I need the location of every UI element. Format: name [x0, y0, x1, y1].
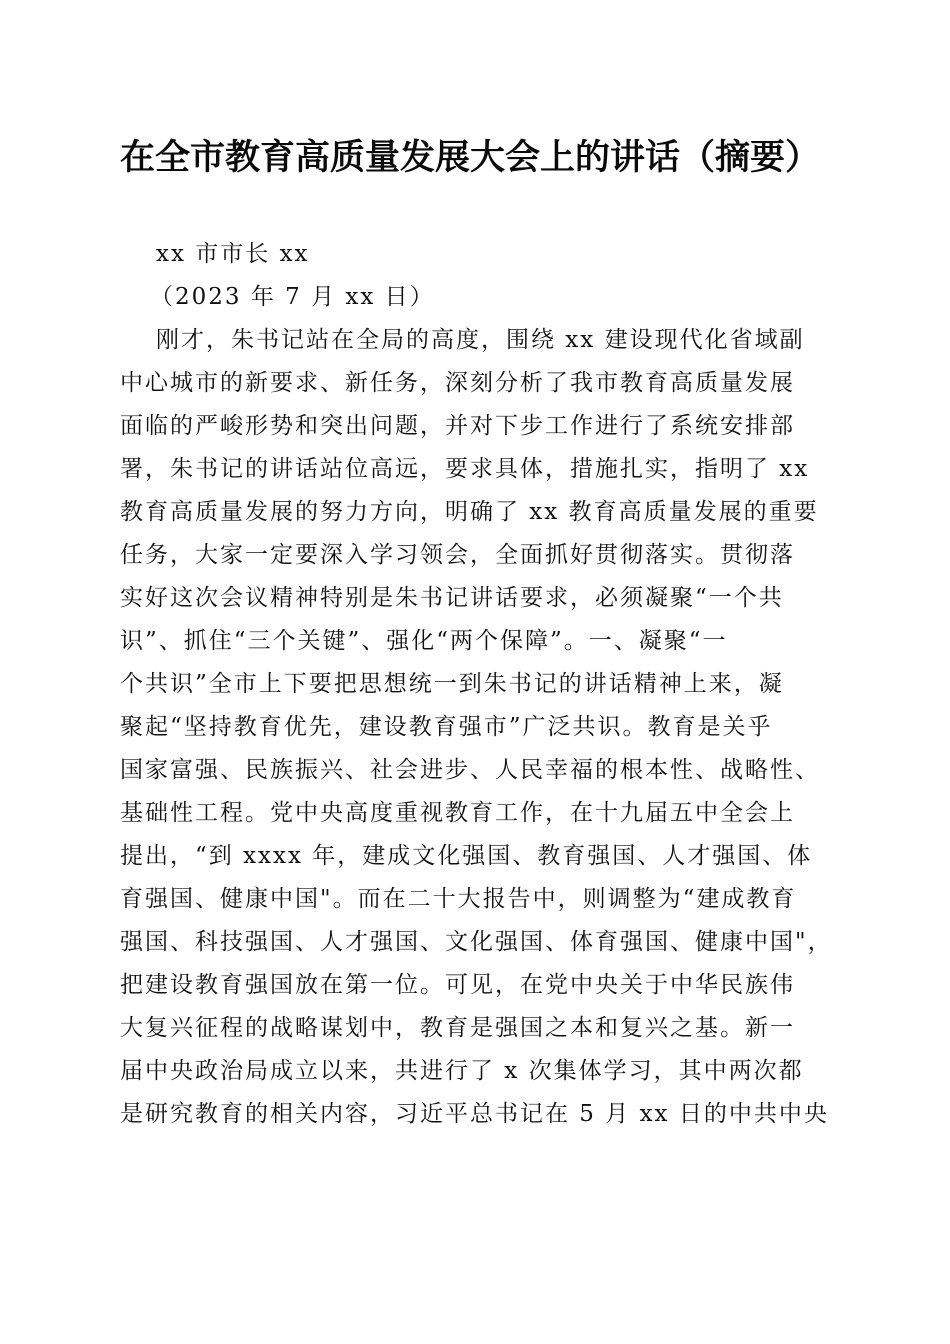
paragraph-line: 是研究教育的相关内容，习近平总书记在 5 月 xx 日的中共中央: [120, 1101, 829, 1127]
paragraph-line: 育强国、健康中国"。而在二十大报告中，则调整为“建成教育: [120, 886, 797, 912]
paragraph-line: 教育高质量发展的努力方向，明确了 xx 教育高质量发展的重要: [120, 499, 819, 525]
paragraph-line: 聚起“坚持教育优先，建设教育强市”广泛共识。教育是关乎: [120, 714, 773, 740]
paragraph-line: 提出，“到 xxxx 年，建成文化强国、教育强国、人才强国、体: [120, 843, 813, 869]
paragraph-line: 署，朱书记的讲话站位高远，要求具体，措施扎实，指明了 xx: [120, 456, 810, 482]
paragraph-line: 大复兴征程的战略谋划中，教育是强国之本和复兴之基。新一: [120, 1015, 795, 1041]
paragraph-line: 面临的严峻形势和突出问题，并对下步工作进行了系统安排部: [120, 413, 795, 439]
paragraph-line: 基础性工程。党中央高度重视教育工作，在十九届五中全会上: [120, 800, 795, 826]
paragraph-line: 国家富强、民族振兴、社会进步、人民幸福的根本性、战略性、: [120, 757, 820, 783]
document-title: 在全市教育高质量发展大会上的讲话（摘要）: [120, 137, 821, 178]
paragraph-line: 识”、抓住“三个关键”、强化“两个保障”。一、凝聚“一: [120, 628, 728, 654]
paragraph-line: 强国、科技强国、人才强国、文化强国、体育强国、健康中国"，: [120, 929, 833, 955]
paragraph-line: 刚才，朱书记站在全局的高度，围绕 xx 建设现代化省域副: [156, 327, 805, 353]
speaker-line: xx 市市长 xx: [156, 241, 310, 267]
paragraph-line: 实好这次会议精神特别是朱书记讲话要求，必须凝聚“一个共: [120, 585, 784, 611]
document-body: [120, 233, 834, 1136]
paragraph-line: 任务，大家一定要深入学习领会，全面抓好贯彻落实。贯彻落: [120, 542, 795, 568]
paragraph-line: 中心城市的新要求、新任务，深刻分析了我市教育高质量发展: [120, 370, 795, 396]
paragraph-line: 把建设教育强国放在第一位。可见，在党中央关于中华民族伟: [120, 972, 795, 998]
paragraph-line: 个共识”全市上下要把思想统一到朱书记的讲话精神上来，凝: [120, 671, 784, 697]
paragraph-line: 届中央政治局成立以来，共进行了 x 次集体学习，其中两次都: [120, 1058, 804, 1084]
date-line: （2023 年 7 月 xx 日）: [150, 284, 435, 310]
